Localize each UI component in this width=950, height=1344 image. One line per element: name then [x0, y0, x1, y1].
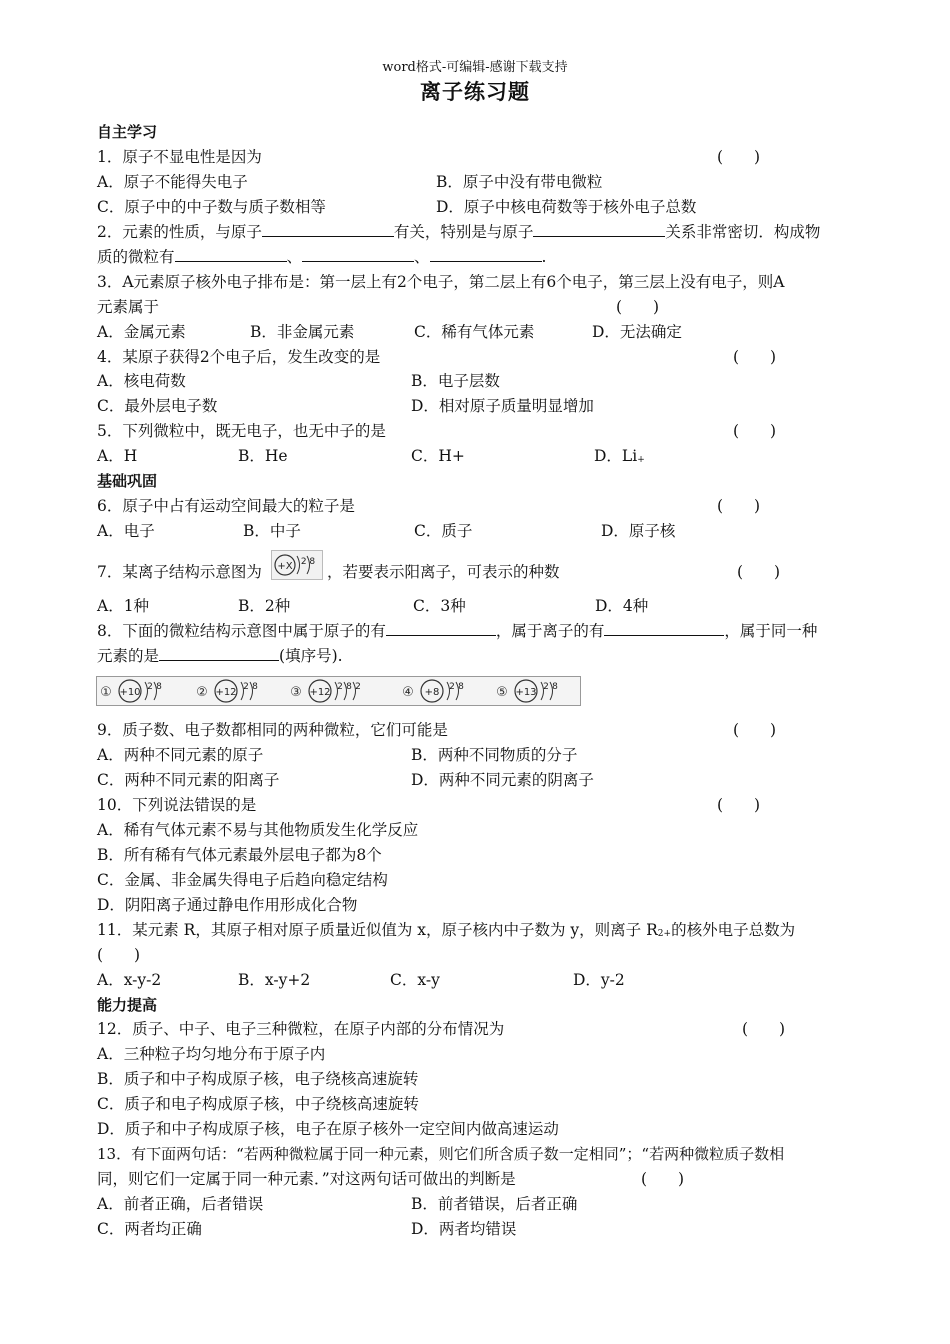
q10-option-a: A．稀有气体元素不易与其他物质发生化学反应	[97, 821, 419, 839]
q13-option-d: D．两者均错误	[411, 1220, 517, 1238]
q8-diagram-5-shell-1-electrons: 2	[543, 682, 549, 692]
q1-stem: 1．原子不显电性是因为	[97, 148, 262, 166]
q4-option-b: B．电子层数	[411, 372, 500, 390]
q11-stem-pre: 11．某元素 R，其原子相对原子质量近似值为 x，原子核内中子数为 y，则离子 R	[97, 921, 658, 939]
q13-option-b: B．前者错误，后者正确	[411, 1195, 578, 1213]
page-title: 离子练习题	[420, 79, 530, 104]
q1-option-b: B．原子中没有带电微粒	[436, 173, 603, 191]
q3-line1: 3．A元素原子核外电子排布是：第一层上有2个电子，第二层上有6个电子，第三层上没有电子，则A	[97, 273, 785, 291]
q8-diagram-5-number: ⑤	[496, 685, 508, 700]
q9-option-b: B．两种不同物质的分子	[411, 746, 578, 764]
q8-line2	[97, 646, 343, 666]
q5-option-c: C．H+	[411, 447, 465, 465]
q8-blank-1	[386, 621, 496, 636]
q6-stem: 6．原子中占有运动空间最大的粒子是	[97, 497, 355, 515]
section-heading-basic: 基础巩固	[97, 472, 158, 490]
q8-structure-diagrams	[96, 676, 581, 706]
q11-option-a: A．x-y-2	[97, 971, 162, 989]
q8-line1	[97, 621, 817, 641]
q10-answer-paren: ( )	[717, 796, 761, 814]
q9-answer-paren: ( )	[733, 721, 777, 739]
q8-diagram-1-number: ①	[100, 685, 112, 700]
q8-diagram-5-shell-2-electrons: 8	[552, 682, 558, 692]
q10-option-b: B．所有稀有气体元素最外层电子都为8个	[97, 846, 382, 864]
q6-option-a: A．电子	[97, 522, 155, 540]
q12-stem: 12．质子、中子、电子三种微粒，在原子内部的分布情况为	[97, 1020, 505, 1038]
q2-text-2: 有关，特别是与原子	[393, 223, 534, 241]
q5-option-a: A．H	[97, 447, 138, 465]
q8-diagram-5-nucleus-label: +13	[515, 687, 537, 698]
q11-option-c: C．x-y	[390, 971, 440, 989]
q4-option-d: D．相对原子质量明显增加	[411, 397, 594, 415]
q7-option-d: D．4种	[595, 597, 649, 615]
q8-text-1: 8．下面的微粒结构示意图中属于原子的有	[97, 622, 386, 640]
q2-blank-4	[302, 247, 414, 262]
q4-option-c: C．最外层电子数	[97, 397, 218, 415]
q7-answer-paren: ( )	[737, 563, 781, 581]
q13-line2: 同，则它们一定属于同一种元素．”对这两句话可做出的判断是	[97, 1170, 516, 1188]
q5-option-b: B．He	[238, 447, 288, 465]
q2-blank-3	[175, 247, 287, 262]
q8-diagram-2-number: ②	[196, 685, 208, 700]
q8-diagram-3-number: ③	[290, 685, 302, 700]
q8-diagram-2-shell-1-electrons: 2	[243, 682, 249, 692]
q8-diagram-3-shell-3-electrons: 2	[355, 682, 361, 692]
q7-stem-pre: 7．某离子结构示意图为	[97, 563, 262, 581]
q7-shell-electrons: 2 8	[300, 557, 316, 567]
q11-answer-paren: ( )	[97, 946, 141, 964]
section-heading-self-study: 自主学习	[97, 123, 158, 141]
q8-blank-2	[604, 621, 724, 636]
q9-option-a: A．两种不同元素的原子	[97, 746, 264, 764]
q3-option-d: D．无法确定	[592, 323, 682, 341]
q8-diagram-3-shell-1-electrons: 2	[337, 682, 343, 692]
q8-diagram-3-shell-2-electrons: 8	[346, 682, 352, 692]
q7-ion-structure-diagram	[271, 550, 323, 580]
q11-stem-post: 的核外电子总数为	[671, 921, 796, 939]
section-heading-advanced: 能力提高	[97, 996, 158, 1014]
q8-diagram-2-shell-2-electrons: 8	[252, 682, 258, 692]
q11-stem	[97, 920, 795, 944]
q7-nucleus-label: +X	[277, 561, 293, 572]
q6-option-c: C．质子	[414, 522, 473, 540]
q8-diagram-2-nucleus-label: +12	[215, 687, 237, 698]
q11-option-b: B．x-y+2	[238, 971, 311, 989]
q8-diagram-4-nucleus-label: +8	[424, 687, 440, 698]
q2-line1	[97, 222, 820, 242]
q8-diagram-4-shell-1-electrons: 2	[449, 682, 455, 692]
q9-stem: 9．质子数、电子数都相同的两种微粒，它们可能是	[97, 721, 448, 739]
q5-option-d-sup: +	[637, 455, 645, 465]
q8-blank-3	[159, 646, 279, 661]
q6-answer-paren: ( )	[717, 497, 761, 515]
q1-option-d: D．原子中核电荷数等于核外电子总数	[436, 198, 697, 216]
q2-blank-1	[262, 222, 394, 237]
q2-sep-1: 、	[286, 248, 303, 266]
q6-option-b: B．中子	[243, 522, 301, 540]
q10-option-c: C．金属、非金属失得电子后趋向稳定结构	[97, 871, 388, 889]
q2-blank-5	[430, 247, 542, 262]
q8-diagram-1-shell-1-electrons: 2	[147, 682, 153, 692]
q12-answer-paren: ( )	[742, 1020, 786, 1038]
q3-line2: 元素属于	[97, 298, 160, 316]
page-header: word格式-可编辑-感谢下载支持	[382, 60, 568, 75]
q3-option-a: A．金属元素	[97, 323, 186, 341]
q3-option-c: C．稀有气体元素	[414, 323, 535, 341]
q2-text-3: 关系非常密切．构成物	[665, 223, 821, 241]
q5-stem: 5．下列微粒中，既无电子，也无中子的是	[97, 422, 386, 440]
q13-answer-paren: ( )	[641, 1170, 685, 1188]
q4-stem: 4．某原子获得2个电子后，发生改变的是	[97, 348, 381, 366]
q8-text-2: ，属于离子的有	[495, 622, 605, 640]
q8-diagram-1-nucleus-label: +10	[119, 687, 141, 698]
q5-option-d-text: D．Li	[594, 447, 638, 465]
q11-option-d: D．y-2	[573, 971, 625, 989]
q8-diagram-4-shell-2-electrons: 8	[458, 682, 464, 692]
q7-option-a: A．1种	[97, 597, 150, 615]
q10-option-d: D．阴阳离子通过静电作用形成化合物	[97, 896, 358, 914]
q8-text-3: ，属于同一种	[724, 622, 818, 640]
q1-option-c: C．原子中的中子数与质子数相等	[97, 198, 326, 216]
q12-option-d: D．质子和中子构成原子核，电子在原子核外一定空间内做高速运动	[97, 1120, 559, 1138]
q7-option-b: B．2种	[238, 597, 291, 615]
q12-option-b: B．质子和中子构成原子核，电子绕核高速旋转	[97, 1070, 419, 1088]
q9-option-c: C．两种不同元素的阳离子	[97, 771, 280, 789]
q12-option-c: C．质子和电子构成原子核，中子绕核高速旋转	[97, 1095, 419, 1113]
q2-end: .	[541, 248, 547, 266]
q10-stem: 10．下列说法错误的是	[97, 796, 257, 814]
q8-diagram-4-number: ④	[402, 685, 414, 700]
q5-option-d	[594, 446, 645, 470]
q2-text-1: 2．元素的性质，与原子	[97, 223, 262, 241]
q8-diagram-3-nucleus-label: +12	[309, 687, 331, 698]
q3-answer-paren: ( )	[616, 298, 660, 316]
q7-stem-post: ，若要表示阳离子，可表示的种数	[327, 563, 560, 581]
q2-text-4: 质的微粒有	[97, 248, 175, 266]
q13-line1: 13．有下面两句话：“若两种微粒属于同一种元素，则它们所含质子数一定相同”；“若两种微粒质子数相	[97, 1145, 785, 1163]
q8-diagram-1-shell-2-electrons: 8	[156, 682, 162, 692]
q2-blank-2	[533, 222, 665, 237]
q2-sep-2: 、	[414, 248, 430, 266]
q4-option-a: A．核电荷数	[97, 372, 186, 390]
q8-text-5: (填序号).	[279, 647, 343, 665]
q4-answer-paren: ( )	[733, 348, 777, 366]
q13-option-c: C．两者均正确	[97, 1220, 202, 1238]
q8-text-4: 元素的是	[97, 647, 160, 665]
q2-line2	[97, 247, 546, 267]
q7-option-c: C．3种	[413, 597, 466, 615]
q3-option-b: B．非金属元素	[250, 323, 355, 341]
q5-answer-paren: ( )	[733, 422, 777, 440]
q9-option-d: D．两种不同元素的阴离子	[411, 771, 594, 789]
q12-option-a: A．三种粒子均匀地分布于原子内	[97, 1045, 326, 1063]
q6-option-d: D．原子核	[601, 522, 676, 540]
q13-option-a: A．前者正确，后者错误	[97, 1195, 264, 1213]
q11-stem-sup: 2+	[657, 929, 672, 939]
q1-answer-paren: ( )	[717, 148, 761, 166]
q1-option-a: A．原子不能得失电子	[97, 173, 248, 191]
